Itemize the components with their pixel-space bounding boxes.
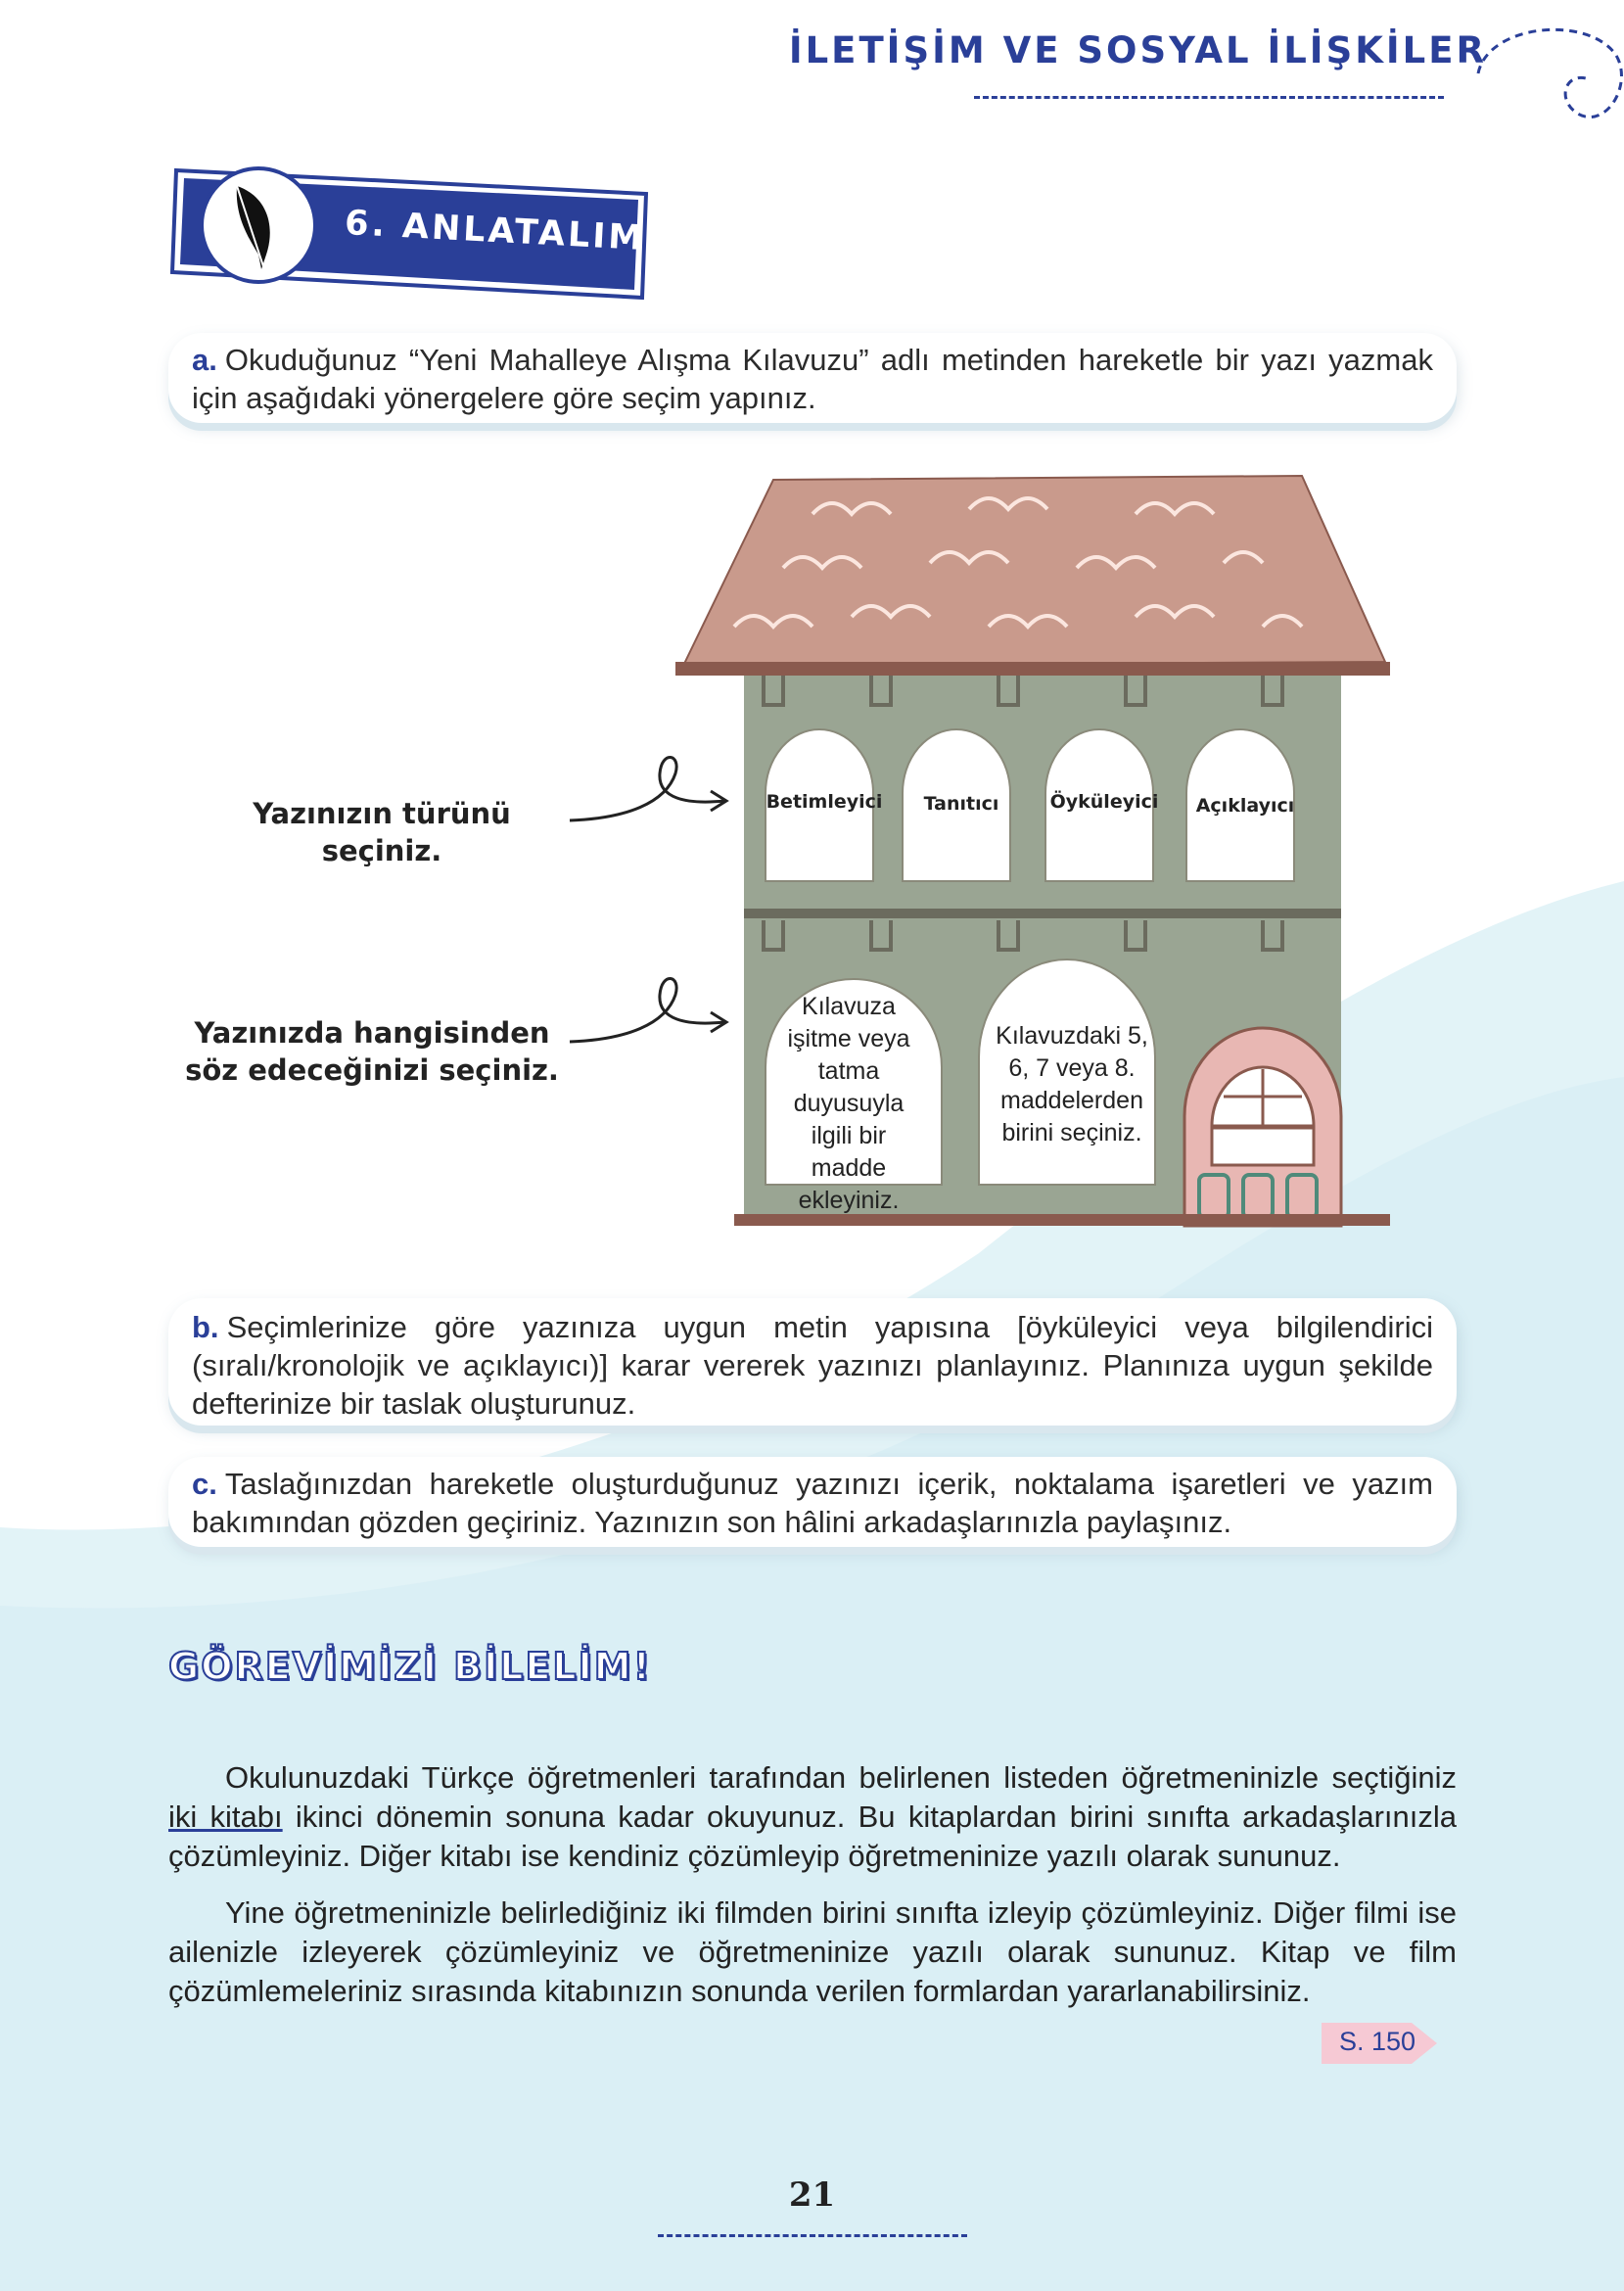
- task-c-text: Taslağınızdan hareketle oluşturduğunuz yazınızı içerik, noktalama işaretleri ve yazım bakımından gözden geçiriniz. Yazınızın son hâlini arkadaşlarınızla paylaşınız.: [192, 1467, 1433, 1539]
- type-option-aciklayici[interactable]: Açıklayıcı: [1195, 795, 1295, 817]
- task-c-card: [168, 1457, 1457, 1547]
- task-a-card: [168, 333, 1457, 423]
- section-title: 6. ANLATALIM: [344, 203, 647, 259]
- task-c-label: c.: [192, 1467, 217, 1501]
- type-option-betimleyici[interactable]: Betimleyici: [766, 791, 883, 813]
- duty-paragraph-1: [168, 1758, 1457, 1876]
- prompt-item: Yazınızda hangisinden söz edeceğinizi seçiniz.: [185, 1016, 559, 1087]
- chapter-title: İLETİŞİM VE SOSYAL İLİŞKİLER: [788, 29, 1487, 71]
- duty-title: GÖREVİMİZİ BİLELİM!: [168, 1645, 652, 1688]
- feather-icon: [208, 176, 309, 278]
- task-b-label: b.: [192, 1310, 219, 1344]
- page-reference[interactable]: S. 150: [1339, 2027, 1416, 2056]
- task-a-text: Okuduğunuz “Yeni Mahalleye Alışma Kılavuzu” adlı metinden hareketle bir yazı yazmak için aşağıdaki yönergelere göre seçim yapınız.: [192, 343, 1433, 415]
- footer-divider: [658, 2234, 967, 2237]
- duty-paragraph-2: Yine öğretmeninizle belirlediğiniz iki filmden birini sınıfta izleyip çözümleyiniz. Diğer filmi ise ailenizle izleyerek çözümleyiniz ve öğretmeninize yazılı olarak sununuz. Kitap ve film çözümlemeleriniz sırasında kitabınızın sonunda verilen formlardan yararlanabilirsiniz.: [168, 1895, 1457, 2008]
- prompt-type: Yazınızın türünü seçiniz.: [253, 797, 511, 867]
- task-b-card: [168, 1298, 1457, 1426]
- type-option-tanitici[interactable]: Tanıtıcı: [923, 793, 999, 815]
- task-a-label: a.: [192, 343, 217, 377]
- type-option-oykuleyici[interactable]: Öyküleyici: [1049, 791, 1159, 813]
- page-number: 21: [788, 2175, 836, 2215]
- swirl-decoration: [1468, 15, 1624, 132]
- duty-p1-after: ikinci dönemin sonuna kadar okuyunuz. Bu kitaplardan birini sınıfta arkadaşlarınızla çözümleyiniz. Diğer kitabı ise kendiniz çözümleyip öğretmeninize yazılı olarak sununuz.: [168, 1800, 1458, 1873]
- duty-p1-before: Okulunuzdaki Türkçe öğretmenleri tarafından belirlenen listeden öğretmeninizle seçtiğiniz: [225, 1760, 1457, 1795]
- duty-p1-underlined: iki kitabı: [168, 1800, 283, 1834]
- task-b-text: Seçimlerinize göre yazınıza uygun metin yapısına [öyküleyici veya bilgilendirici (sıralı/kronolojik ve açıklayıcı)] karar vererek yazınızı planlayınız. Planınıza uygun şekilde defterinize bir taslak oluşturunuz.: [192, 1310, 1433, 1421]
- item-option-select-item[interactable]: Kılavuzdaki 5, 6, 7 veya 8. maddelerden birini seçiniz.: [996, 1022, 1148, 1146]
- header-divider: [974, 96, 1444, 99]
- item-option-add-sense[interactable]: Kılavuza işitme veya tatma duyusuyla ilgili bir madde ekleyiniz.: [787, 993, 910, 1214]
